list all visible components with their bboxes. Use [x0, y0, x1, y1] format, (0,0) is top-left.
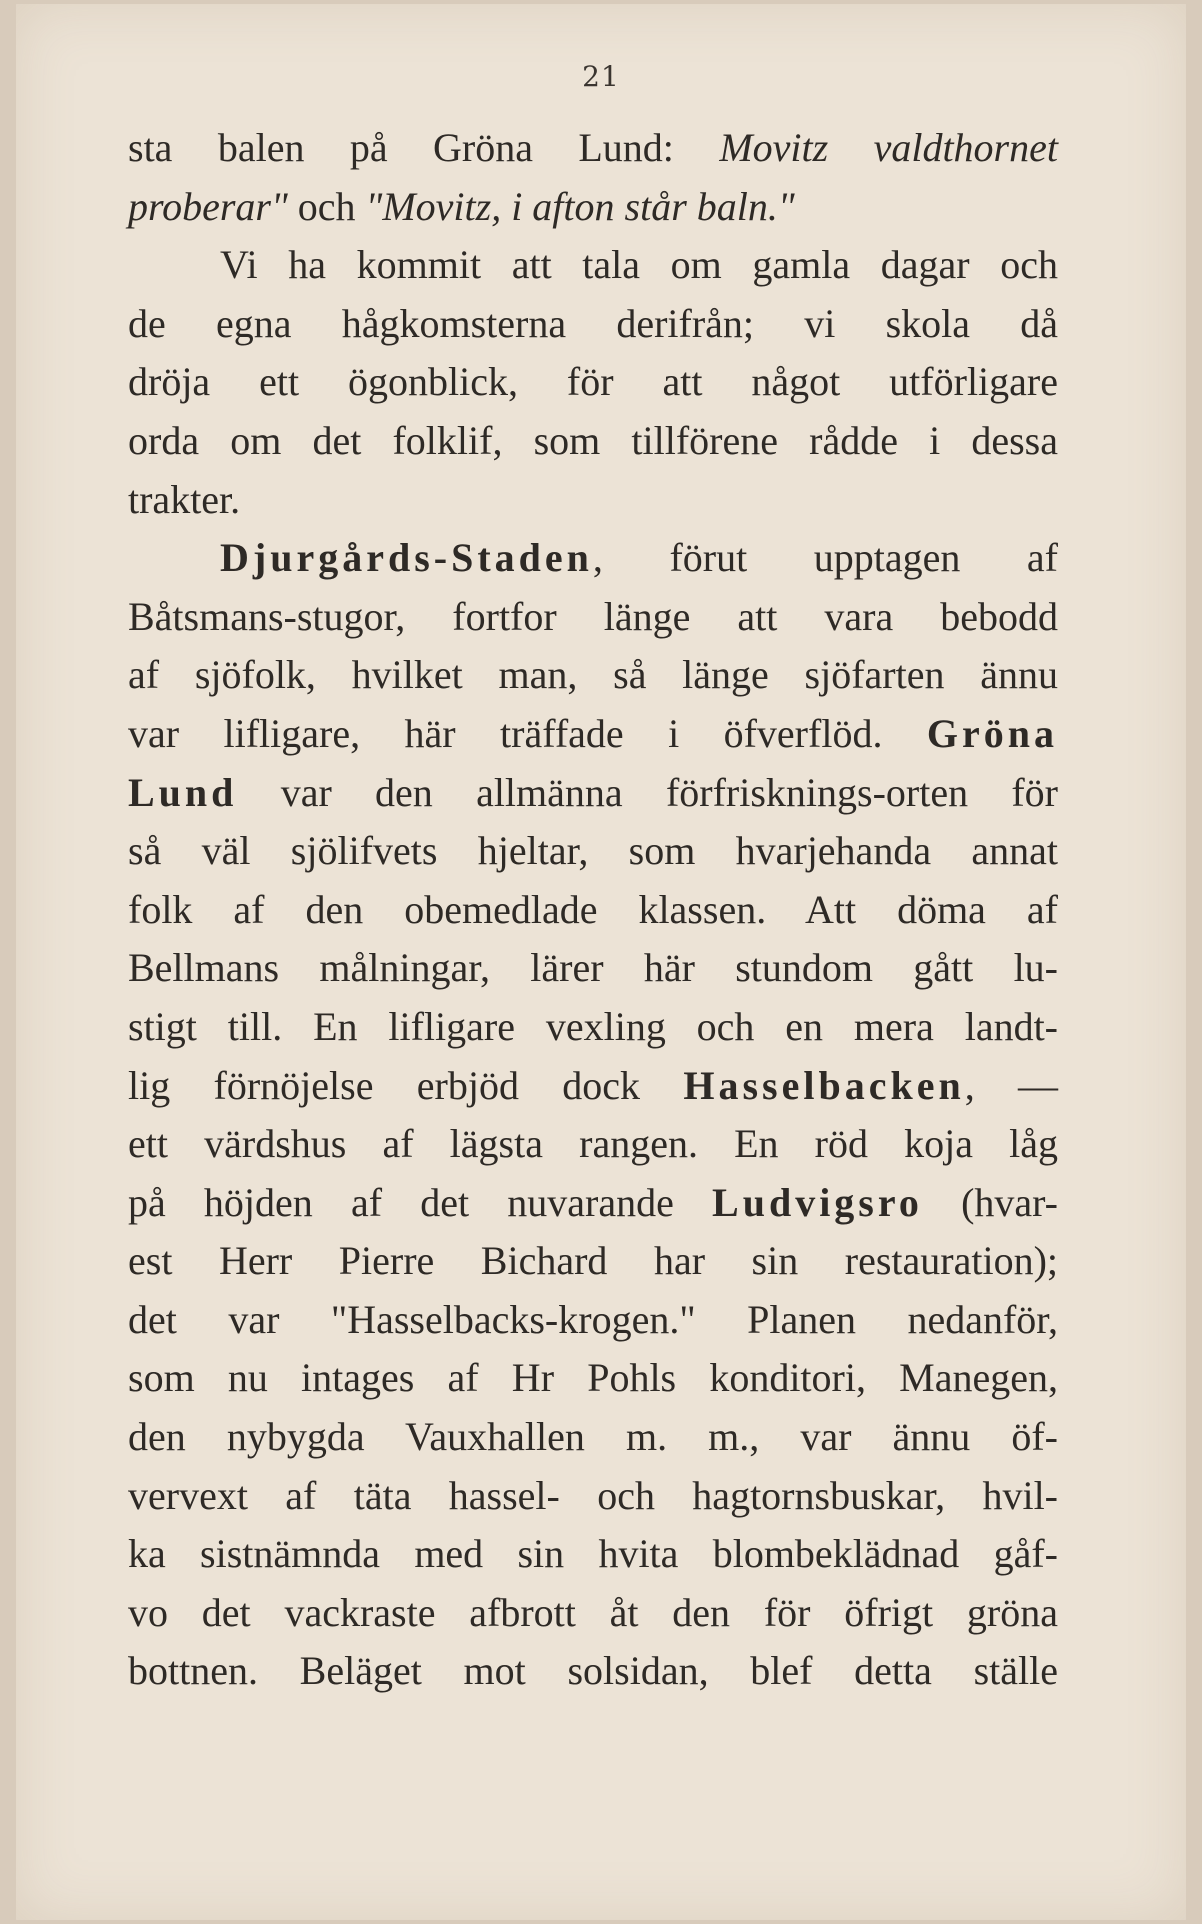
- text-run: ett värdshus af lägsta rangen. En röd koja låg: [128, 1121, 1058, 1167]
- text-line: [128, 646, 1058, 705]
- text-line: [128, 1115, 1058, 1174]
- italic-quote: proberar": [128, 183, 288, 229]
- text-line: [128, 1584, 1058, 1643]
- text-line: [128, 119, 1058, 178]
- text-run: , —: [964, 1062, 1059, 1108]
- text-run: så väl sjölifvets hjeltar, som hvarjehanda annat: [128, 828, 1058, 874]
- text-line: [128, 1349, 1058, 1408]
- text-run: var den allmänna förfrisknings-orten för: [237, 769, 1058, 815]
- text-run: sta balen på Gröna Lund:: [128, 125, 720, 170]
- text-run: som nu intages af Hr Pohls konditori, Manegen,: [128, 1355, 1058, 1401]
- text-line: [128, 705, 1058, 764]
- text-run: på höjden af det nuvarande: [128, 1179, 713, 1225]
- text-run: orda om det folklif, som tillförene rådde i dessa: [128, 417, 1058, 463]
- text-run: folk af den obemedlade klassen. Att döma af: [128, 886, 1058, 932]
- page-number: 21: [582, 60, 620, 93]
- text-run: dröja ett ögonblick, för att något utförligare: [128, 359, 1058, 405]
- text-run: af sjöfolk, hvilket man, så länge sjöfarten ännu: [128, 652, 1058, 698]
- text-line: [128, 1057, 1058, 1116]
- text-line: [128, 471, 1058, 530]
- text-run: Båtsmans-stugor, fortfor länge att vara bebodd: [128, 593, 1058, 639]
- text-run: ka sistnämnda med sin hvita blombeklädnad gåf-: [128, 1531, 1058, 1577]
- text-line: [128, 588, 1058, 647]
- text-line: [128, 236, 1058, 295]
- text-run: och: [287, 183, 366, 229]
- text-body: [128, 119, 1058, 1701]
- text-line: [128, 998, 1058, 1057]
- italic-quote: "Movitz, i afton står baln.": [365, 183, 795, 229]
- text-run: var lifligare, här träffade i öfverflöd.: [128, 710, 927, 756]
- text-run: vervext af täta hassel- och hagtornsbuskar, hvil-: [128, 1472, 1058, 1518]
- emphasized-name: Gröna: [926, 710, 1058, 756]
- text-run: de egna hågkomsterna derifrån; vi skola då: [128, 300, 1058, 346]
- text-run: trakter.: [128, 476, 241, 522]
- text-run: bottnen. Beläget mot solsidan, blef detta ställe: [128, 1648, 1058, 1694]
- text-run: Vi ha kommit att tala om gamla dagar och: [220, 242, 1058, 288]
- emphasized-name: Hasselbacken: [683, 1062, 965, 1108]
- text-line: [128, 1467, 1058, 1526]
- text-run: , förut upptagen af: [592, 535, 1058, 581]
- emphasized-name: Ludvigsro: [712, 1179, 923, 1225]
- text-line: [128, 881, 1058, 940]
- text-run: stigt till. En lifligare vexling och en mera landt-: [128, 1003, 1058, 1049]
- emphasized-name: Djurgårds-Staden: [220, 535, 593, 581]
- text-line: [128, 1174, 1058, 1233]
- text-line: [128, 1642, 1058, 1701]
- text-run: lig förnöjelse erbjöd dock: [128, 1062, 684, 1108]
- text-run: est Herr Pierre Bichard har sin restauration);: [128, 1238, 1058, 1284]
- text-line: [128, 939, 1058, 998]
- text-line: [128, 1291, 1058, 1350]
- text-run: den nybygda Vauxhallen m. m., var ännu öf-: [128, 1414, 1058, 1460]
- book-page: [16, 4, 1186, 1920]
- text-line: [128, 1525, 1058, 1584]
- text-run: (hvar-: [922, 1179, 1058, 1225]
- text-line: [128, 1408, 1058, 1467]
- text-line: [128, 295, 1058, 354]
- text-line: [128, 353, 1058, 412]
- text-line: [128, 412, 1058, 471]
- text-line: [128, 1232, 1058, 1291]
- text-run: vo det vackraste afbrott åt den för öfrigt gröna: [128, 1589, 1058, 1635]
- text-line: [128, 822, 1058, 881]
- text-line: [128, 529, 1058, 588]
- text-line: [128, 764, 1058, 823]
- text-run: Bellmans målningar, lärer här stundom gått lu-: [128, 945, 1058, 991]
- text-line: [128, 178, 1058, 237]
- text-run: det var "Hasselbacks-krogen." Planen nedanför,: [128, 1296, 1058, 1342]
- italic-quote: Movitz valdthornet: [719, 125, 1058, 170]
- emphasized-name: Lund: [128, 769, 238, 815]
